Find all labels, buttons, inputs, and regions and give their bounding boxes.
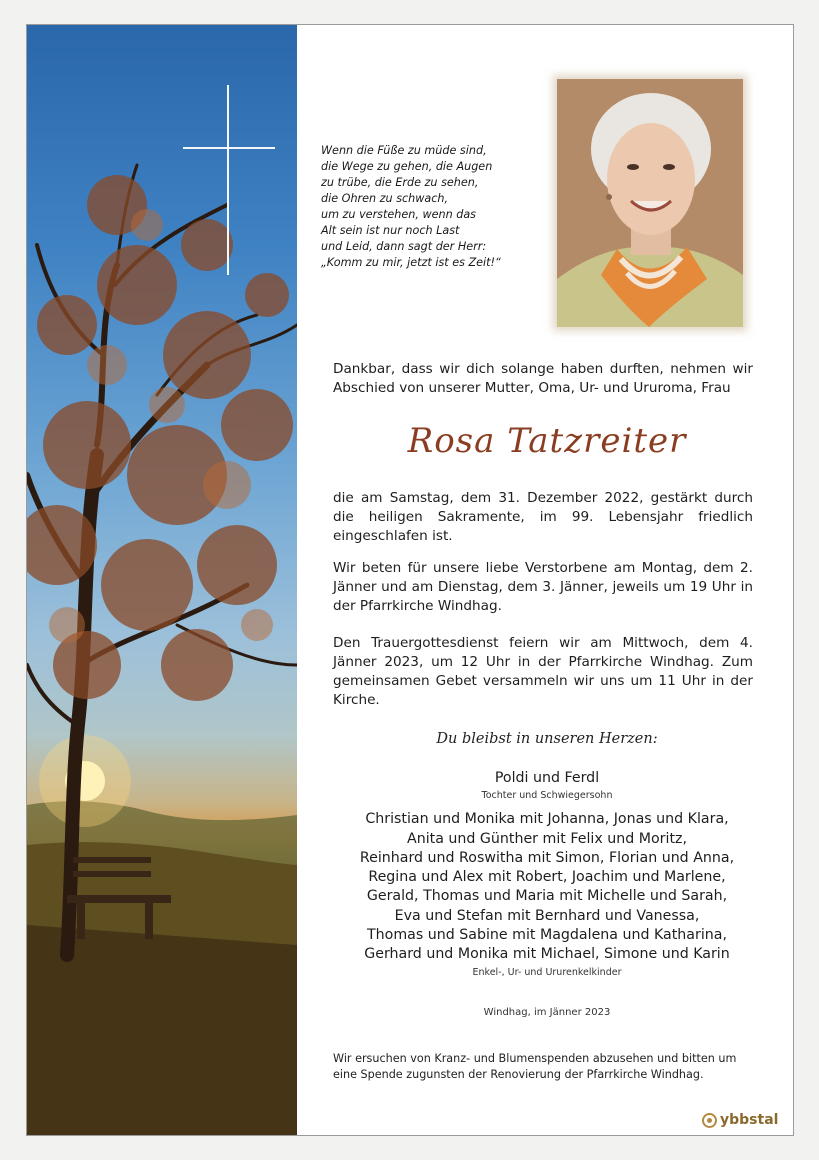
grandchildren-caption: Enkel-, Ur- und Ururenkelkinder (472, 966, 622, 978)
deceased-name: Rosa Tatzreiter (407, 421, 687, 461)
obituary-card (26, 24, 794, 1136)
poem-line: zu trübe, die Erde zu sehen, (321, 176, 479, 189)
poem-line: „Komm zu mir, jetzt ist es Zeit!“ (321, 256, 501, 269)
tree-silhouette-illustration (27, 25, 297, 1135)
family-line: Reinhard und Roswitha mit Simon, Florian und Anna, (359, 849, 735, 866)
family-line: Christian und Monika mit Johanna, Jonas und Klara, (365, 811, 729, 828)
family-line: Gerald, Thomas und Maria mit Michelle und Sarah, (366, 888, 728, 905)
vertical-divider (297, 25, 300, 1135)
family-line: Eva und Stefan mit Bernhard und Vanessa, (394, 907, 700, 924)
brand-logo (702, 1112, 778, 1128)
poem-line: Alt sein ist nur noch Last (321, 224, 460, 237)
subheading: Du bleibst in unseren Herzen: (436, 731, 658, 747)
poem-line: und Leid, dann sagt der Herr: (321, 240, 487, 253)
mourners-list (327, 769, 767, 981)
intro-text: Dankbar, dass wir dich solange haben durften, nehmen wir Abschied von unserer Mutter, Oma, Ur- und Ururoma, Frau (333, 361, 753, 396)
death-notice-paragraph: die am Samstag, dem 31. Dezember 2022, gestärkt durch die heiligen Sakramente, im 99. Lebensjahr friedlich eingeschlafen ist. (333, 490, 753, 544)
poem-line: um zu verstehen, wenn das (321, 208, 476, 221)
place-date: Windhag, im Jänner 2023 (483, 1007, 611, 1018)
brand-name: ybbstal (720, 1112, 779, 1128)
funeral-paragraph: Den Trauergottesdienst feiern wir am Mittwoch, dem 4. Jänner 2023, um 12 Uhr in der Pfarrkirche Windhag. Zum gemeinsamen Gebet versammeln wir uns um 11 Uhr in der Kirche. (333, 635, 753, 708)
poem (321, 143, 541, 271)
closing-request: Wir ersuchen von Kranz- und Blumenspenden abzusehen und bitten um eine Spende zugunsten der Renovierung der Pfarrkirche Windhag. (333, 1052, 737, 1081)
family-line: Thomas und Sabine mit Magdalena und Katharina, (367, 927, 727, 944)
flower-icon (702, 1113, 717, 1128)
family-line: Regina und Alex mit Robert, Joachim und Marlene, (368, 869, 726, 886)
cross-horizontal-bar (183, 147, 275, 149)
portrait-illustration (557, 79, 743, 327)
daughter-caption: Tochter und Schwiegersohn (481, 790, 613, 802)
prayer-paragraph: Wir beten für unsere liebe Verstorbene am Montag, dem 2. Jänner und am Dienstag, dem 3. Jänner, jeweils um 19 Uhr in der Pfarrkirche Windhag. (333, 560, 753, 614)
poem-line: Wenn die Füße zu müde sind, (321, 144, 487, 157)
family-line: Anita und Günther mit Felix und Moritz, (407, 830, 687, 847)
portrait-photo (557, 79, 743, 327)
cross-vertical-bar (227, 85, 229, 275)
poem-line: die Ohren zu schwach, (321, 192, 449, 205)
sunset-tree-photo (27, 25, 297, 1135)
poem-line: die Wege zu gehen, die Augen (321, 160, 493, 173)
family-line: Gerhard und Monika mit Michael, Simone und Karin (364, 946, 730, 963)
daughter-line: Poldi und Ferdl (494, 770, 600, 786)
